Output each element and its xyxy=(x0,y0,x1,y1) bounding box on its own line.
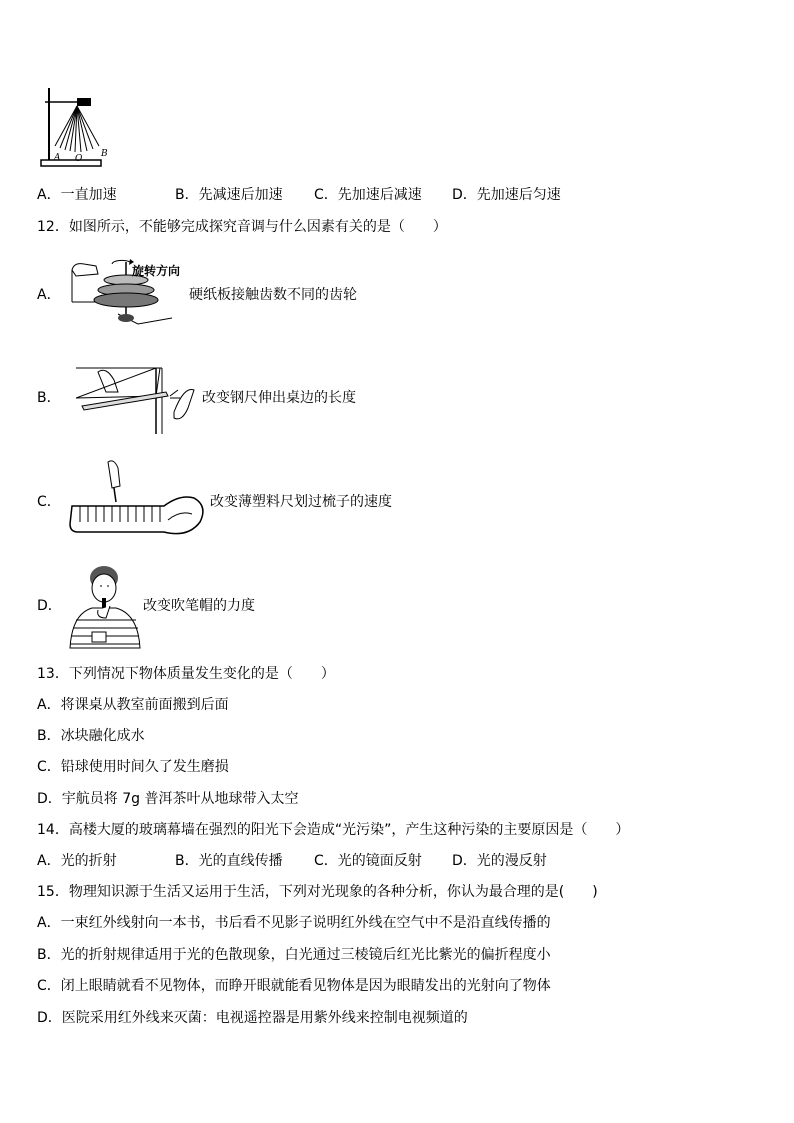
q14-stem: 14．高楼大厦的玻璃幕墙在强烈的阳光下会造成“光污染”，产生这种污染的主要原因是（ ） xyxy=(37,822,630,838)
q12-comb-figure xyxy=(68,458,208,543)
q15-option-b: B．光的折射规律适用于光的色散现象，白光通过三棱镜后红光比紫光的偏折程度小 xyxy=(37,947,551,963)
q11-option-b: B．先减速后加速 xyxy=(175,187,283,203)
q14-option-d: D．光的漫反射 xyxy=(452,853,547,869)
q13-stem: 13．下列情况下物体质量发生变化的是（ ） xyxy=(37,666,335,682)
q11-figure xyxy=(37,84,127,169)
q15-option-c: C．闭上眼睛就看不见物体，而睁开眼就能看见物体是因为眼睛发出的光射向了物体 xyxy=(37,978,551,994)
q12-option-b-caption: 改变钢尺伸出桌边的长度 xyxy=(202,390,356,406)
q11-label-a: A xyxy=(54,153,61,163)
q12-option-c-letter: C． xyxy=(37,494,61,510)
q12-option-c-caption: 改变薄塑料尺划过梳子的速度 xyxy=(210,494,392,510)
q13-option-d: D．宇航员将 7g 普洱茶叶从地球带入太空 xyxy=(37,791,299,807)
q11-label-o: O xyxy=(75,154,83,164)
q12-ruler-figure xyxy=(76,362,201,437)
q11-option-d: D．先加速后匀速 xyxy=(452,187,561,203)
q12-option-d-letter: D． xyxy=(37,598,62,614)
q14-option-a: A．光的折射 xyxy=(37,853,117,869)
q15-stem: 15．物理知识源于生活又运用于生活，下列对光现象的各种分析，你认为最合理的是( ) xyxy=(37,884,598,900)
q12-option-d-caption: 改变吹笔帽的力度 xyxy=(143,598,255,614)
q12-boy-figure xyxy=(66,562,144,652)
q11-label-b: B xyxy=(101,149,108,159)
q14-option-c: C．光的镜面反射 xyxy=(314,853,422,869)
q12-gear-direction-label: 旋转方向 xyxy=(132,264,181,278)
q13-option-b: B．冰块融化成水 xyxy=(37,728,145,744)
q12-option-b-letter: B． xyxy=(37,390,61,406)
q15-option-a: A．一束红外线射向一本书，书后看不见影子说明红外线在空气中不是沿直线传播的 xyxy=(37,915,551,931)
q13-option-c: C．铅球使用时间久了发生磨损 xyxy=(37,759,229,775)
q11-option-a: A．一直加速 xyxy=(37,187,117,203)
q12-stem: 12．如图所示，不能够完成探究音调与什么因素有关的是（ ） xyxy=(37,219,447,235)
q13-option-a: A．将课桌从教室前面搬到后面 xyxy=(37,697,229,713)
q11-option-c: C．先加速后减速 xyxy=(314,187,422,203)
q12-option-a-caption: 硬纸板接触齿数不同的齿轮 xyxy=(189,287,357,303)
q14-option-b: B．光的直线传播 xyxy=(175,853,283,869)
q12-option-a-letter: A． xyxy=(37,287,61,303)
q15-option-d: D．医院采用红外线来灭菌：电视遥控器是用紫外线来控制电视频道的 xyxy=(37,1010,468,1026)
